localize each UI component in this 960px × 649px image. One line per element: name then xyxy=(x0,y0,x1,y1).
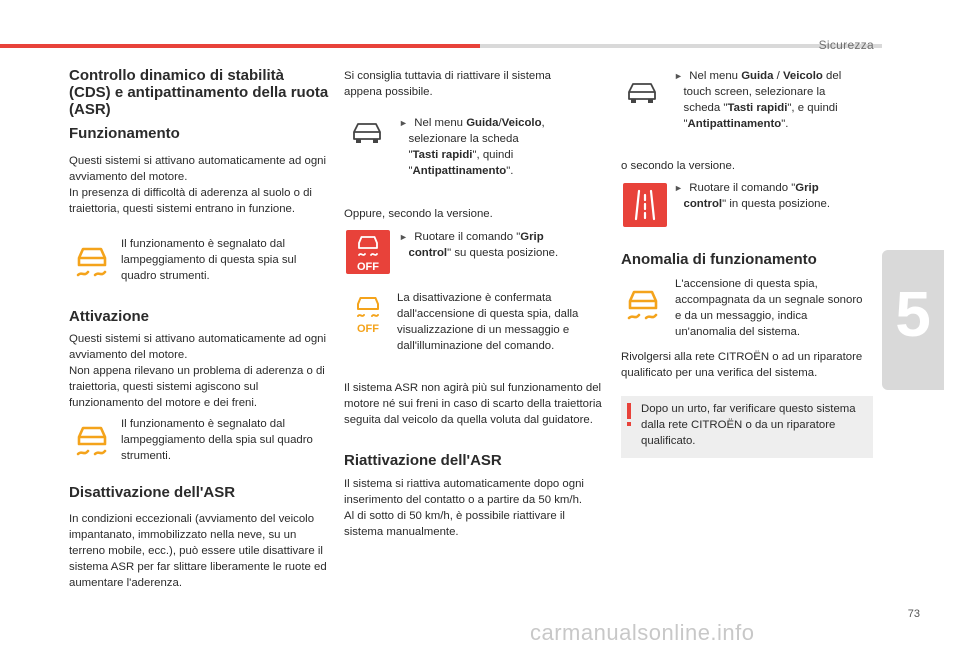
bullet-arrow-icon: ► xyxy=(399,232,408,242)
paragraph: Questi sistemi si attivano automaticamente ad ogni avviamento del motore. xyxy=(69,155,327,183)
car-skid-off-warning-icon xyxy=(348,292,388,341)
car-skid-off-icon xyxy=(346,230,390,274)
heading-funzionamento: Funzionamento xyxy=(69,125,180,142)
paragraph: Al di sotto di 50 km/h, è possibile riattivare il sistema manualmente. xyxy=(344,510,565,538)
paragraph: Non appena rilevano un problema di aderenza o di traiettoria, questi sistemi agiscono sul funzionamento del motore e dei freni. xyxy=(69,365,325,409)
paragraph: o secondo la versione. xyxy=(621,160,735,172)
watermark: carmanualsonline.info xyxy=(530,620,755,645)
instruction-bullet: ► Nel menu Guida/Veicolo, selezionare la scheda "Tasti rapidi", quindi "Antipattinamento". xyxy=(399,117,545,177)
note-text: La disattivazione è confermata dall'accensione di questa spia, dalla visualizzazione di un messaggio e dall'illuminazione del comando. xyxy=(397,292,579,352)
car-skid-warning-icon xyxy=(73,420,111,463)
section-name: Sicurezza xyxy=(818,38,874,52)
grip-control-icon xyxy=(623,183,667,227)
car-skid-warning-icon xyxy=(624,284,662,327)
header-accent-bar xyxy=(0,44,480,48)
note-text: L'accensione di questa spia, accompagnata da un segnale sonoro e da un messaggio, indica un'anomalia del sistema. xyxy=(675,278,863,338)
paragraph: Il sistema ASR non agirà più sul funzionamento del motore né sui freni in caso di scarto della traiettoria seguita dal veicolo da quella voluta dal guidatore. xyxy=(344,382,602,426)
touchscreen-car-icon xyxy=(625,80,659,111)
paragraph: In presenza di difficoltà di aderenza al suolo o di traiettoria, questi sistemi entrano in funzione. xyxy=(69,187,312,215)
instruction-bullet: ► Nel menu Guida / Veicolo del touch screen, selezionare la scheda "Tasti rapidi", e quindi "Antipattinamento". xyxy=(674,70,842,130)
paragraph: Oppure, secondo la versione. xyxy=(344,208,493,220)
car-skid-warning-icon xyxy=(73,241,111,284)
bullet-arrow-icon: ► xyxy=(674,71,683,81)
main-title: Controllo dinamico di stabilità (CDS) e antipattinamento della ruota (ASR) xyxy=(69,67,329,118)
exclamation-icon xyxy=(624,402,634,433)
heading-disattivazione: Disattivazione dell'ASR xyxy=(69,484,236,501)
paragraph: Questi sistemi si attivano automaticamente ad ogni avviamento del motore. xyxy=(69,333,327,361)
note-text: Il funzionamento è segnalato dal lampeggiamento di questa spia sul quadro strumenti. xyxy=(121,238,297,282)
bullet-arrow-icon: ► xyxy=(674,183,683,193)
paragraph: Si consiglia tuttavia di riattivare il sistema appena possibile. xyxy=(344,70,552,98)
note-text: Il funzionamento è segnalato dal lampeggiamento della spia sul quadro strumenti. xyxy=(121,418,313,462)
instruction-bullet: ► Ruotare il comando "Grip control" in questa posizione. xyxy=(674,182,831,210)
paragraph: In condizioni eccezionali (avviamento del veicolo impantanato, immobilizzato nella neve, su un terreno mobile, ecc.), può essere utile disattivare il sistema ASR per far slittare liberamente le ruote ed aumentare l'aderenza. xyxy=(69,513,327,589)
touchscreen-car-icon xyxy=(350,120,384,151)
svg-text:OFF: OFF xyxy=(357,323,379,335)
chapter-number: 5 xyxy=(895,278,931,350)
warning-text: Dopo un urto, far verificare questo sistema dalla rete CITROËN o da un riparatore qualificato. xyxy=(641,403,856,447)
paragraph: Rivolgersi alla rete CITROËN o ad un riparatore qualificato per una verifica del sistema. xyxy=(621,351,863,379)
paragraph: Il sistema si riattiva automaticamente dopo ogni inserimento del contatto o a partire da 50 km/h. xyxy=(344,478,584,506)
heading-attivazione: Attivazione xyxy=(69,308,150,325)
bullet-arrow-icon: ► xyxy=(399,118,408,128)
svg-text:OFF: OFF xyxy=(357,261,379,273)
page-number: 73 xyxy=(907,608,920,620)
heading-riattivazione: Riattivazione dell'ASR xyxy=(344,452,502,469)
instruction-bullet: ► Ruotare il comando "Grip control" su questa posizione. xyxy=(399,231,559,259)
heading-anomalia: Anomalia di funzionamento xyxy=(621,251,817,268)
